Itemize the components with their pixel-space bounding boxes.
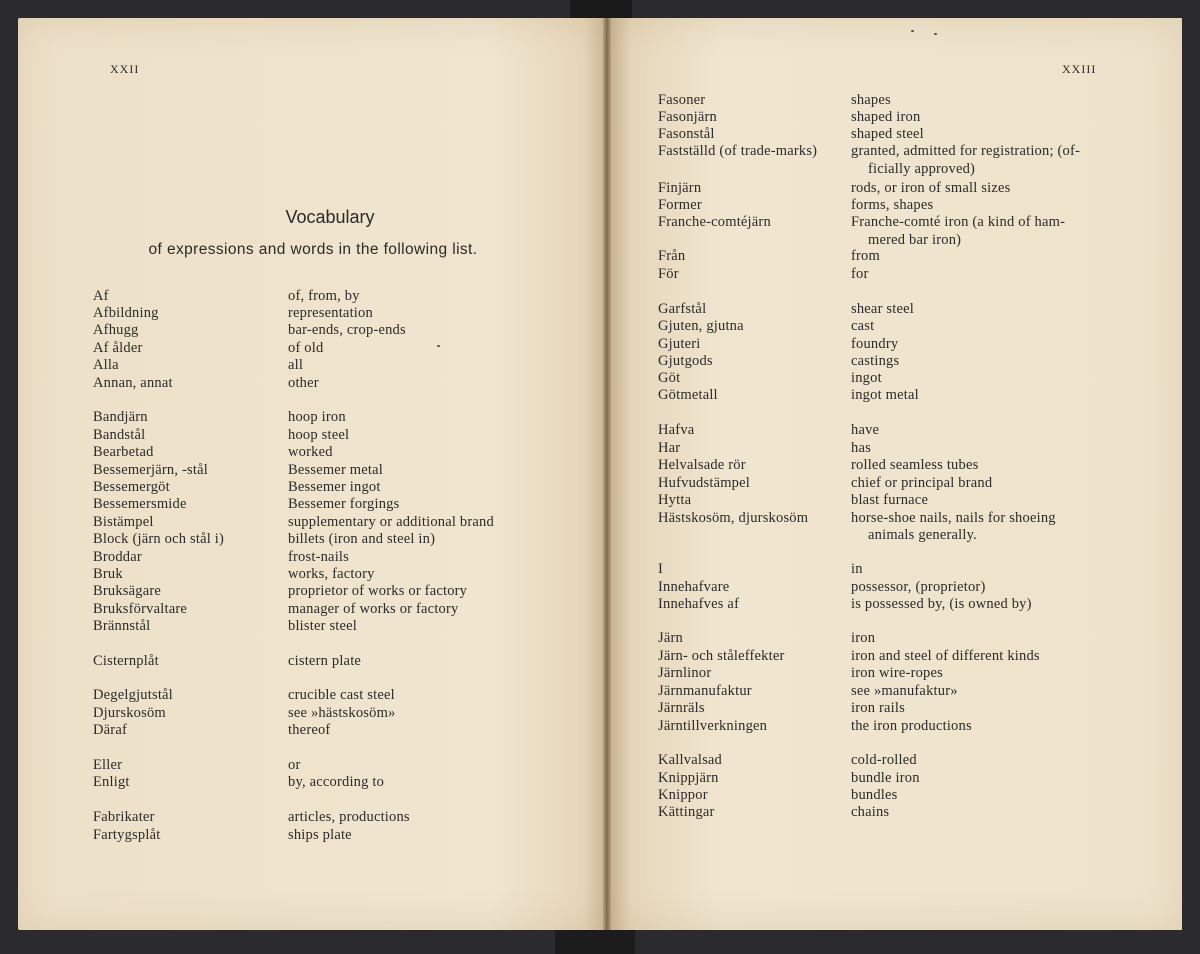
vocab-translation: worked [288,444,333,460]
vocab-translation: the iron productions [851,718,972,734]
vocab-translation: works, factory [288,566,375,582]
vocab-term: Fastställd (of trade-marks) [658,143,818,159]
page-subtitle: of expressions and words in the following list. [148,241,478,258]
vocab-term: Af ålder [93,340,143,356]
vocab-term: Former [658,197,702,213]
vocab-translation: bundles [851,787,898,803]
vocab-term: Helvalsade rör [658,457,746,473]
vocab-term: Degelgjutstål [93,687,173,703]
vocab-term: Finjärn [658,180,702,196]
vocab-term: Bessemerjärn, -stål [93,462,208,478]
vocab-term: Hytta [658,492,692,508]
vocab-translation: iron rails [851,700,905,716]
vocab-term: Bistämpel [93,514,154,530]
vocab-translation: supplementary or additional brand [288,514,494,530]
vocab-translation-continued: animals generally. [868,527,977,543]
vocab-term: Knippjärn [658,770,719,786]
vocab-term: Kallvalsad [658,752,723,768]
vocab-term: Annan, annat [93,375,173,391]
book-spine-bottom [555,930,635,954]
vocab-term: Eller [93,757,123,773]
page-number-left: XXII [110,62,140,76]
vocab-translation: see »manufaktur» [851,683,958,699]
vocab-term: Gjuteri [658,336,701,352]
vocab-translation: shear steel [851,301,914,317]
vocab-translation: billets (iron and steel in) [288,531,436,547]
vocab-translation: iron [851,630,876,646]
vocab-term: Enligt [93,774,130,790]
vocab-translation: proprietor of works or factory [288,583,468,599]
vocab-translation: foundry [851,336,899,352]
ink-mark [437,345,440,347]
vocab-translation: ingot metal [851,387,919,403]
vocab-translation: for [851,266,869,282]
vocab-translation: bundle iron [851,770,920,786]
vocab-translation: castings [851,353,900,369]
vocab-term: Af [93,288,109,304]
vocab-term: Garfstål [658,301,707,317]
vocab-translation: manager of works or factory [288,601,459,617]
vocab-translation: representation [288,305,373,321]
vocab-translation: have [851,422,880,438]
vocab-translation: see »hästskosöm» [288,705,396,721]
vocab-translation: by, according to [288,774,385,790]
vocab-translation: all [288,357,304,373]
vocab-term: Brännstål [93,618,151,634]
vocab-term: Block (järn och stål i) [93,531,225,547]
vocab-translation: horse-shoe nails, nails for shoeing [851,510,1056,526]
vocab-term: Kättingar [658,804,715,820]
vocab-translation: Bessemer forgings [288,496,400,512]
vocab-term: Däraf [93,722,128,738]
vocab-term: Fasoner [658,92,706,108]
vocab-translation: granted, admitted for registration; (of- [851,143,1081,159]
vocab-term: Järn- och ståleffekter [658,648,785,664]
ink-mark [911,30,914,32]
vocab-translation: iron and steel of different kinds [851,648,1040,664]
vocab-term: Järn [658,630,683,646]
vocab-term: Afhugg [93,322,139,338]
vocab-term: I [658,561,664,577]
ink-mark [934,33,937,35]
vocab-translation: Bessemer ingot [288,479,381,495]
vocab-term: Göt [658,370,681,386]
vocab-term: Bruksägare [93,583,162,599]
page-title: Vocabulary [285,207,375,227]
vocab-translation: in [851,561,863,577]
vocab-term: Hufvudstämpel [658,475,751,491]
vocab-translation: hoop steel [288,427,350,443]
vocab-translation: cast [851,318,875,334]
vocab-term: Broddar [93,549,142,565]
vocab-translation: crucible cast steel [288,687,395,703]
vocab-term: Järnlinor [658,665,712,681]
vocab-term: Bruksförvaltare [93,601,187,617]
vocab-term: Cisternplåt [93,653,159,669]
vocab-term: Götmetall [658,387,718,403]
vocab-translation: bar-ends, crop-ends [288,322,406,338]
vocab-term: Fasonjärn [658,109,717,125]
vocab-term: Knippor [658,787,708,803]
vocab-translation: chief or principal brand [851,475,993,491]
vocab-term: Djurskosöm [93,705,166,721]
vocab-term: Järnmanufaktur [658,683,752,699]
vocab-term: Järntillverkningen [658,718,768,734]
vocab-translation: ships plate [288,827,352,843]
vocab-term: Bruk [93,566,123,582]
vocab-term: Gjuten, gjutna [658,318,744,334]
vocab-translation: ingot [851,370,882,386]
vocab-term: Bandstål [93,427,146,443]
vocab-term: Bearbetad [93,444,154,460]
vocab-translation: Bessemer metal [288,462,384,478]
vocab-translation: Franche-comté iron (a kind of ham- [851,214,1066,230]
vocab-translation: thereof [288,722,331,738]
vocab-term: Franche-comtéjärn [658,214,771,230]
vocab-term: Från [658,248,686,264]
vocab-translation: is possessed by, (is owned by) [851,596,1032,612]
vocab-translation: blister steel [288,618,358,634]
vocab-translation: articles, productions [288,809,410,825]
vocab-term: Fartygsplåt [93,827,161,843]
vocab-term: Fasonstål [658,126,715,142]
vocab-translation: blast furnace [851,492,929,508]
vocab-translation: shapes [851,92,891,108]
vocab-translation: iron wire-ropes [851,665,943,681]
vocab-translation: chains [851,804,890,820]
vocab-translation: shaped steel [851,126,924,142]
vocab-translation-continued: ficially approved) [868,161,976,177]
vocab-translation: from [851,248,880,264]
vocab-translation: possessor, (proprietor) [851,579,986,595]
vocab-term: Gjutgods [658,353,713,369]
page-number-right: XXIII [1062,62,1097,76]
vocab-term: För [658,266,679,282]
vocab-term: Bandjärn [93,409,148,425]
vocab-translation: of, from, by [288,288,360,304]
vocab-term: Afbildning [93,305,159,321]
vocab-translation: cold-rolled [851,752,917,768]
vocab-translation: rolled seamless tubes [851,457,979,473]
book-gutter [603,18,611,930]
vocab-translation: other [288,375,319,391]
vocab-translation: cistern plate [288,653,362,669]
vocab-term: Fabrikater [93,809,155,825]
vocab-translation: frost-nails [288,549,349,565]
vocab-term: Innehafves af [658,596,740,612]
vocab-term: Hästskosöm, djurskosöm [658,510,809,526]
vocab-term: Järnräls [658,700,705,716]
vocab-translation: or [288,757,301,773]
vocab-term: Har [658,440,681,456]
vocab-term: Hafva [658,422,695,438]
vocab-term: Bessemersmide [93,496,187,512]
vocab-translation: of old [288,340,324,356]
vocab-translation: forms, shapes [851,197,934,213]
vocab-translation: shaped iron [851,109,921,125]
vocab-translation: has [851,440,871,456]
vocab-term: Alla [93,357,119,373]
vocab-term: Innehafvare [658,579,730,595]
vocab-term: Bessemergöt [93,479,170,495]
vocab-translation: rods, or iron of small sizes [851,180,1011,196]
vocab-translation-continued: mered bar iron) [868,232,962,248]
vocab-translation: hoop iron [288,409,346,425]
book-spine-top [570,0,632,18]
